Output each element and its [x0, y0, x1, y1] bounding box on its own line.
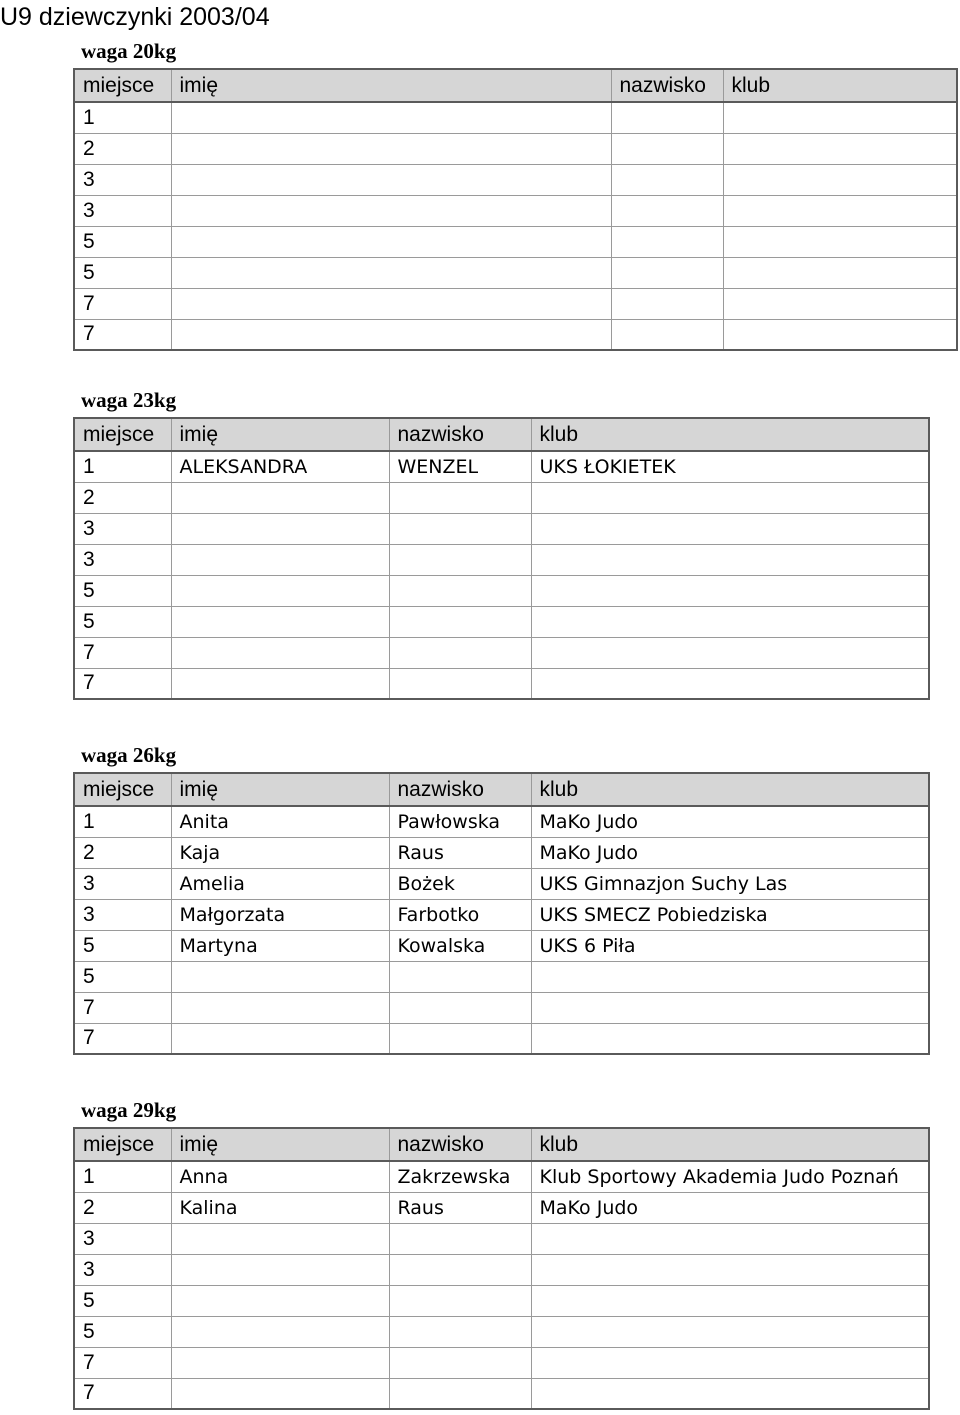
results-table — [73, 68, 958, 351]
last-name-cell — [389, 1316, 531, 1347]
header-row — [74, 69, 957, 102]
club-cell — [531, 544, 929, 575]
place-cell: 3 — [74, 1223, 171, 1254]
table-row — [74, 1223, 929, 1254]
last-name-cell: Bożek — [389, 868, 531, 899]
last-name-cell: Raus — [389, 837, 531, 868]
table-row — [74, 837, 929, 868]
club-cell — [531, 575, 929, 606]
table-row — [74, 451, 929, 482]
table-row — [74, 1023, 929, 1054]
first-name-cell — [171, 544, 389, 575]
table-row — [74, 1285, 929, 1316]
club-cell — [723, 102, 957, 133]
table-body — [74, 102, 957, 350]
club-cell — [531, 482, 929, 513]
place-cell: 1 — [74, 102, 171, 133]
club-cell: MaKo Judo — [531, 1192, 929, 1223]
category-title: waga 29kg — [81, 1098, 177, 1122]
page-title: U9 dziewczynki 2003/04 — [0, 3, 270, 31]
last-name-cell: WENZEL — [389, 451, 531, 482]
place-cell: 2 — [74, 482, 171, 513]
table-row — [74, 133, 957, 164]
place-cell: 5 — [74, 930, 171, 961]
header-place: miejsce — [74, 1128, 171, 1161]
category-title: waga 23kg — [81, 388, 177, 412]
category-title: waga 26kg — [81, 743, 177, 767]
last-name-cell — [389, 513, 531, 544]
place-cell: 3 — [74, 868, 171, 899]
last-name-cell — [389, 668, 531, 699]
last-name-cell — [389, 544, 531, 575]
last-name-cell — [389, 1023, 531, 1054]
place-cell: 5 — [74, 257, 171, 288]
first-name-cell — [171, 513, 389, 544]
first-name-cell: Martyna — [171, 930, 389, 961]
table-row — [74, 1254, 929, 1285]
table-row — [74, 1161, 929, 1192]
place-cell: 7 — [74, 319, 171, 350]
table-row — [74, 1378, 929, 1409]
club-cell — [531, 637, 929, 668]
header-club: klub — [723, 69, 957, 102]
place-cell: 5 — [74, 606, 171, 637]
table-row — [74, 992, 929, 1023]
first-name-cell — [171, 606, 389, 637]
club-cell — [531, 1378, 929, 1409]
last-name-cell — [389, 1347, 531, 1378]
club-cell — [531, 961, 929, 992]
club-cell — [531, 1285, 929, 1316]
place-cell: 5 — [74, 575, 171, 606]
results-table — [73, 772, 930, 1055]
club-cell — [723, 195, 957, 226]
first-name-cell — [171, 288, 611, 319]
table-row — [74, 961, 929, 992]
last-name-cell — [389, 1254, 531, 1285]
header-row — [74, 1128, 929, 1161]
header-last-name: nazwisko — [611, 69, 723, 102]
last-name-cell — [611, 257, 723, 288]
last-name-cell — [611, 288, 723, 319]
first-name-cell — [171, 102, 611, 133]
last-name-cell — [389, 1378, 531, 1409]
place-cell: 7 — [74, 1023, 171, 1054]
place-cell: 3 — [74, 899, 171, 930]
header-club: klub — [531, 1128, 929, 1161]
place-cell: 7 — [74, 637, 171, 668]
place-cell: 7 — [74, 668, 171, 699]
club-cell — [531, 1316, 929, 1347]
header-club: klub — [531, 418, 929, 451]
first-name-cell — [171, 961, 389, 992]
club-cell — [723, 133, 957, 164]
last-name-cell: Farbotko — [389, 899, 531, 930]
table-row — [74, 164, 957, 195]
table-row — [74, 637, 929, 668]
table-row — [74, 868, 929, 899]
first-name-cell — [171, 575, 389, 606]
place-cell: 3 — [74, 164, 171, 195]
header-first-name: imię — [171, 1128, 389, 1161]
last-name-cell: Pawłowska — [389, 806, 531, 837]
first-name-cell — [171, 1378, 389, 1409]
club-cell — [531, 513, 929, 544]
club-cell — [531, 1023, 929, 1054]
last-name-cell — [611, 226, 723, 257]
club-cell — [723, 164, 957, 195]
club-cell: UKS Gimnazjon Suchy Las — [531, 868, 929, 899]
header-place: miejsce — [74, 69, 171, 102]
place-cell: 7 — [74, 1347, 171, 1378]
header-last-name: nazwisko — [389, 418, 531, 451]
place-cell: 3 — [74, 195, 171, 226]
header-first-name: imię — [171, 773, 389, 806]
table-row — [74, 257, 957, 288]
header-first-name: imię — [171, 418, 389, 451]
last-name-cell — [389, 1285, 531, 1316]
last-name-cell — [611, 133, 723, 164]
place-cell: 1 — [74, 806, 171, 837]
place-cell: 3 — [74, 544, 171, 575]
first-name-cell — [171, 668, 389, 699]
results-table — [73, 417, 930, 700]
table-row — [74, 226, 957, 257]
table-row — [74, 1316, 929, 1347]
table-row — [74, 288, 957, 319]
club-cell: UKS ŁOKIETEK — [531, 451, 929, 482]
table-row — [74, 513, 929, 544]
table-row — [74, 482, 929, 513]
place-cell: 7 — [74, 288, 171, 319]
club-cell — [723, 288, 957, 319]
first-name-cell: Kalina — [171, 1192, 389, 1223]
table-row — [74, 1192, 929, 1223]
club-cell — [531, 606, 929, 637]
place-cell: 3 — [74, 1254, 171, 1285]
last-name-cell: Kowalska — [389, 930, 531, 961]
header-place: miejsce — [74, 418, 171, 451]
place-cell: 5 — [74, 1285, 171, 1316]
table-body — [74, 451, 929, 699]
club-cell — [531, 1223, 929, 1254]
first-name-cell — [171, 164, 611, 195]
header-row — [74, 773, 929, 806]
club-cell: UKS SMECZ Pobiedziska — [531, 899, 929, 930]
club-cell: Klub Sportowy Akademia Judo Poznań — [531, 1161, 929, 1192]
last-name-cell — [611, 319, 723, 350]
first-name-cell — [171, 992, 389, 1023]
last-name-cell — [389, 1223, 531, 1254]
first-name-cell — [171, 1223, 389, 1254]
category-title: waga 20kg — [81, 39, 177, 63]
first-name-cell — [171, 637, 389, 668]
results-table — [73, 1127, 930, 1410]
first-name-cell — [171, 1023, 389, 1054]
table-row — [74, 806, 929, 837]
place-cell: 1 — [74, 1161, 171, 1192]
last-name-cell — [611, 164, 723, 195]
first-name-cell: Amelia — [171, 868, 389, 899]
first-name-cell — [171, 226, 611, 257]
club-cell: UKS 6 Piła — [531, 930, 929, 961]
table-row — [74, 575, 929, 606]
place-cell: 2 — [74, 837, 171, 868]
place-cell: 5 — [74, 961, 171, 992]
place-cell: 7 — [74, 1378, 171, 1409]
last-name-cell — [389, 992, 531, 1023]
place-cell: 1 — [74, 451, 171, 482]
last-name-cell — [389, 606, 531, 637]
first-name-cell — [171, 1316, 389, 1347]
club-cell — [531, 668, 929, 699]
place-cell: 5 — [74, 226, 171, 257]
header-club: klub — [531, 773, 929, 806]
club-cell — [723, 226, 957, 257]
first-name-cell — [171, 319, 611, 350]
table-row — [74, 899, 929, 930]
last-name-cell — [611, 195, 723, 226]
table-body — [74, 806, 929, 1054]
first-name-cell: Małgorzata — [171, 899, 389, 930]
place-cell: 2 — [74, 1192, 171, 1223]
first-name-cell — [171, 1254, 389, 1285]
first-name-cell — [171, 257, 611, 288]
first-name-cell: Kaja — [171, 837, 389, 868]
first-name-cell — [171, 133, 611, 164]
club-cell: MaKo Judo — [531, 837, 929, 868]
last-name-cell — [389, 637, 531, 668]
table-row — [74, 195, 957, 226]
first-name-cell — [171, 195, 611, 226]
last-name-cell: Zakrzewska — [389, 1161, 531, 1192]
first-name-cell: ALEKSANDRA — [171, 451, 389, 482]
first-name-cell: Anna — [171, 1161, 389, 1192]
first-name-cell — [171, 1285, 389, 1316]
last-name-cell — [389, 482, 531, 513]
club-cell — [531, 992, 929, 1023]
place-cell: 3 — [74, 513, 171, 544]
header-row — [74, 418, 929, 451]
table-row — [74, 544, 929, 575]
first-name-cell: Anita — [171, 806, 389, 837]
header-last-name: nazwisko — [389, 773, 531, 806]
place-cell: 2 — [74, 133, 171, 164]
last-name-cell — [389, 575, 531, 606]
header-first-name: imię — [171, 69, 611, 102]
last-name-cell — [611, 102, 723, 133]
place-cell: 7 — [74, 992, 171, 1023]
last-name-cell: Raus — [389, 1192, 531, 1223]
table-body — [74, 1161, 929, 1409]
header-last-name: nazwisko — [389, 1128, 531, 1161]
first-name-cell — [171, 1347, 389, 1378]
table-row — [74, 1347, 929, 1378]
club-cell: MaKo Judo — [531, 806, 929, 837]
place-cell: 5 — [74, 1316, 171, 1347]
last-name-cell — [389, 961, 531, 992]
table-row — [74, 319, 957, 350]
first-name-cell — [171, 482, 389, 513]
header-place: miejsce — [74, 773, 171, 806]
club-cell — [723, 319, 957, 350]
table-row — [74, 606, 929, 637]
table-row — [74, 668, 929, 699]
table-row — [74, 930, 929, 961]
table-row — [74, 102, 957, 133]
club-cell — [531, 1347, 929, 1378]
club-cell — [531, 1254, 929, 1285]
club-cell — [723, 257, 957, 288]
